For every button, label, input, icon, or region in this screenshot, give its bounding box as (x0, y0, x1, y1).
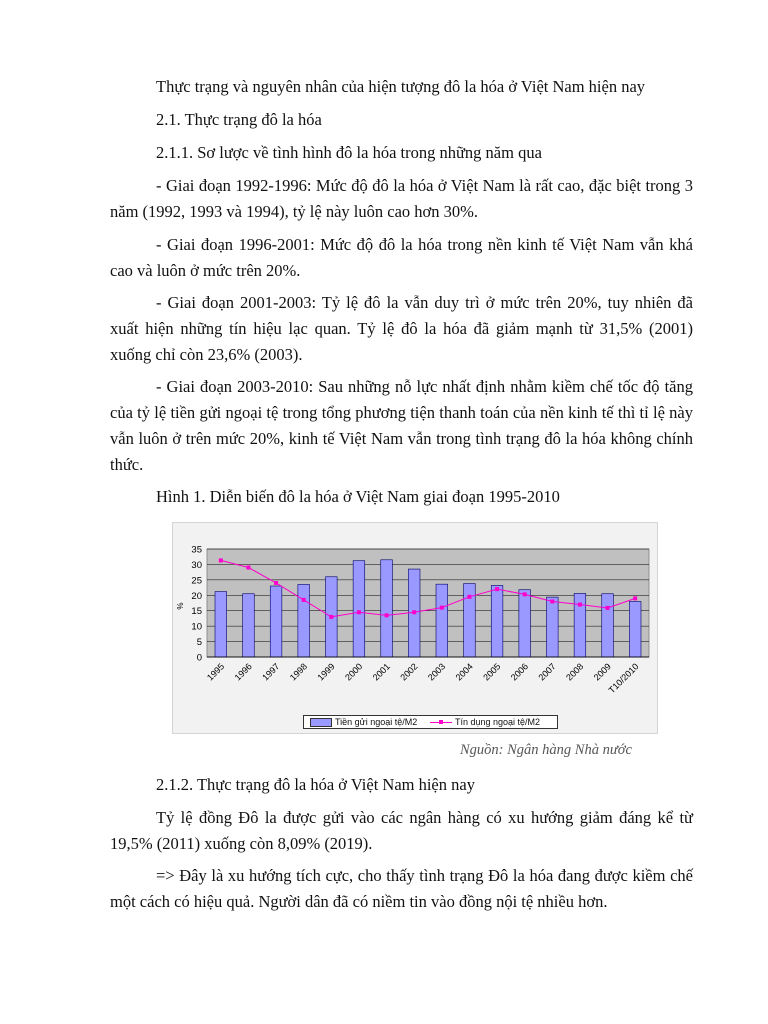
point-credit-2008 (578, 603, 582, 607)
y-tick-label: 5 (196, 637, 202, 649)
dollarization-chart (172, 522, 658, 734)
point-credit-1996 (246, 566, 250, 570)
legend-label-credit: Tín dụng ngoại tệ/M2 (455, 717, 541, 727)
point-credit-2007 (550, 599, 554, 603)
paragraph-1992-1996: - Giai đoạn 1992-1996: Mức độ đô la hóa ở Việt Nam là rất cao, đặc biệt trong 3 năm (1992, 1993 và 1994), tỷ lệ này luôn cao hơn 30%. (110, 176, 693, 221)
x-tick-label: 2000 (343, 661, 365, 683)
x-tick-label: 2008 (564, 661, 586, 683)
legend-item-deposits (310, 717, 417, 727)
point-credit-1998 (302, 598, 306, 602)
x-tick-label: 1998 (287, 661, 310, 683)
paragraph-conclusion: => Đây là xu hướng tích cực, cho thấy tình trạng Đô la hóa đang được kiềm chế một cách có hiệu quả. Người dân đã có niềm tin vào đồng nội tệ nhiều hơn. (110, 866, 693, 911)
bar-deposits-2005 (491, 585, 503, 657)
y-tick-label: 15 (191, 606, 202, 618)
x-tick-label: 1995 (204, 661, 227, 683)
section-heading-2-1-1: 2.1.1. Sơ lược về tình hình đô la hóa trong những năm qua (156, 143, 542, 162)
x-tick-label: 2009 (591, 661, 613, 683)
x-tick-label: 2005 (481, 661, 503, 683)
y-tick-label: 35 (191, 544, 202, 556)
x-tick-label: 2002 (398, 661, 420, 683)
bar-deposits-1996 (243, 594, 255, 657)
point-credit-2001 (385, 613, 389, 617)
point-credit-2002 (412, 610, 416, 614)
x-tick-label: T10/2010 (606, 661, 641, 696)
bar-deposits-2009 (602, 594, 614, 657)
point-credit-2000 (357, 610, 361, 614)
bar-deposits-1997 (270, 586, 282, 657)
section-heading-2-1: 2.1. Thực trạng đô la hóa (156, 110, 322, 129)
bar-deposits-2003 (436, 584, 448, 657)
y-tick-label: 20 (191, 590, 202, 602)
chart-legend (303, 715, 558, 729)
legend-label-deposits: Tiền gửi ngoại tệ/M2 (335, 717, 418, 727)
point-credit-1995 (219, 558, 223, 562)
bar-deposits-2007 (547, 597, 559, 657)
y-tick-label: 30 (191, 559, 202, 571)
x-tick-label: 2006 (508, 661, 531, 683)
point-credit-2009 (606, 606, 610, 610)
figure-caption: Hình 1. Diễn biến đô la hóa ở Việt Nam giai đoạn 1995-2010 (156, 487, 560, 506)
x-tick-label: 2007 (536, 661, 558, 683)
legend-item-credit (430, 717, 540, 727)
point-credit-1997 (274, 581, 278, 585)
point-credit-2005 (495, 587, 499, 591)
legend-bar-swatch (310, 718, 332, 727)
legend-line-swatch (430, 718, 452, 726)
point-credit-2003 (440, 606, 444, 610)
chart-svg (173, 523, 659, 735)
y-tick-label: 10 (191, 621, 202, 633)
document-title: Thực trạng và nguyên nhân của hiện tượng đô la hóa ở Việt Nam hiện nay (156, 77, 646, 96)
bar-deposits-2001 (381, 560, 393, 657)
x-tick-label: 1997 (260, 661, 282, 683)
x-tick-label: 1996 (232, 661, 254, 683)
point-credit-1999 (329, 615, 333, 619)
paragraph-deposit-trend: Tỷ lệ đồng Đô la được gửi vào các ngân hàng có xu hướng giảm đáng kể từ 19,5% (2011) xuống còn 8,09% (2019). (110, 808, 693, 853)
bar-deposits-2004 (464, 584, 476, 657)
x-tick-label: 2003 (425, 661, 448, 683)
section-heading-2-1-2: 2.1.2. Thực trạng đô la hóa ở Việt Nam hiện nay (156, 775, 475, 794)
y-tick-label: 0 (196, 652, 202, 664)
paragraph-2003-2010: - Giai đoạn 2003-2010: Sau những nỗ lực nhất định nhằm kiềm chế tốc độ tăng của tỷ lệ tiền gửi ngoại tệ trong tổng phương tiện thanh toán của nền kinh tế thì tỉ lệ này vẫn luôn ở trên mức 20%, kinh tế Việt Nam vẫn trong tình trạng đô la hóa không chính thức. (110, 377, 693, 474)
point-credit-2006 (523, 592, 527, 596)
point-credit-T10/2010 (633, 596, 637, 600)
x-tick-label: 2001 (370, 661, 392, 683)
paragraph-1996-2001: - Giai đoạn 1996-2001: Mức độ đô la hóa trong nền kinh tế Việt Nam vẫn khá cao và luôn ở mức trên 20%. (110, 235, 693, 280)
figure-source: Nguồn: Ngân hàng Nhà nước (460, 742, 632, 758)
y-tick-label: 25 (191, 575, 202, 587)
x-tick-label: 1999 (315, 661, 337, 683)
y-axis-label: % (176, 602, 185, 610)
x-tick-label: 2004 (453, 661, 475, 683)
bar-deposits-1995 (215, 592, 227, 657)
bar-deposits-2000 (353, 561, 365, 657)
point-credit-2004 (467, 595, 471, 599)
bar-deposits-T10/2010 (629, 601, 641, 657)
bar-deposits-1998 (298, 584, 310, 657)
bar-deposits-2006 (519, 590, 531, 657)
paragraph-2001-2003: - Giai đoạn 2001-2003: Tỷ lệ đô la vẫn duy trì ở mức trên 20%, tuy nhiên đã xuất hiện những tín hiệu lạc quan. Tỷ lệ đô la hóa đã giảm mạnh từ 31,5% (2001) xuống chỉ còn 23,6% (2003). (110, 293, 693, 364)
